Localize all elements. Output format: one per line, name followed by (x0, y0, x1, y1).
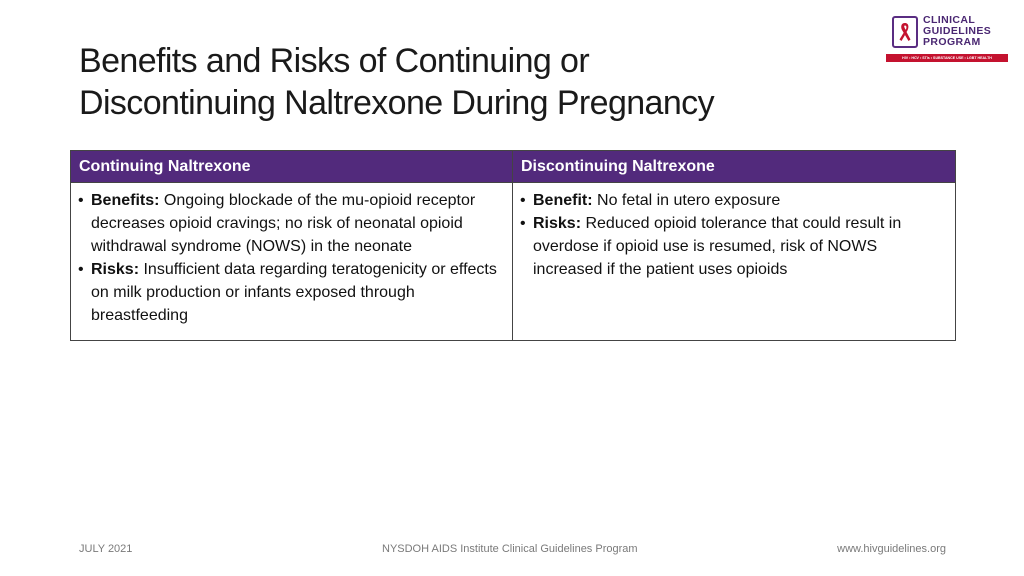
item-label: Benefit: (533, 192, 593, 209)
item-text: Ongoing blockade of the mu-opioid receptor decreases opioid cravings; no risk of neonatal opioid withdrawal syndrome (NOWS) in the neonate (91, 192, 476, 255)
logo-tagline: HIV • HCV • STIs • SUBSTANCE USE • LGBT HEALTH (886, 54, 1008, 62)
item-text: No fetal in utero exposure (592, 192, 781, 209)
footer-date: JULY 2021 (79, 543, 133, 555)
slide-title-line-2: Discontinuing Naltrexone During Pregnancy (79, 84, 714, 122)
list-item-benefit (519, 189, 947, 212)
clinical-guidelines-program-logo (886, 14, 1008, 66)
slide-title (79, 40, 839, 124)
logo-line-2: GUIDELINES (923, 25, 992, 37)
table-row (71, 183, 956, 341)
logo-wordmark (923, 15, 991, 48)
column-header-discontinuing: Discontinuing Naltrexone (513, 151, 956, 183)
list-item-benefits (77, 189, 504, 258)
column-header-continuing: Continuing Naltrexone (71, 151, 513, 183)
ribbon-icon (892, 16, 918, 48)
logo-line-3: PROGRAM (923, 36, 981, 48)
discontinuing-list (519, 189, 947, 281)
cell-continuing (71, 183, 513, 341)
item-label: Risks: (91, 261, 140, 278)
cell-discontinuing (513, 183, 956, 341)
bullet-icon: • (520, 215, 526, 232)
list-item-risks (77, 258, 504, 327)
item-text: Reduced opioid tolerance that could result in overdose if opioid use is resumed, risk of NOWS increased if the patient uses opioids (533, 215, 902, 278)
footer-url[interactable]: www.hivguidelines.org (837, 543, 946, 555)
item-label: Benefits: (91, 192, 160, 209)
bullet-icon: • (520, 192, 526, 209)
bullet-icon: • (78, 192, 84, 209)
bullet-icon: • (78, 261, 84, 278)
list-item-risks (519, 212, 947, 281)
continuing-list (77, 189, 504, 327)
item-text: Insufficient data regarding teratogenicity or effects on milk production or infants exposed through breastfeeding (91, 261, 497, 324)
item-label: Risks: (533, 215, 582, 232)
table-header-row (71, 151, 956, 183)
comparison-table (70, 150, 956, 341)
slide-title-line-1: Benefits and Risks of Continuing or (79, 42, 590, 80)
footer-organization: NYSDOH AIDS Institute Clinical Guidelines Program (382, 543, 638, 555)
logo-line-1: CLINICAL (923, 14, 976, 26)
